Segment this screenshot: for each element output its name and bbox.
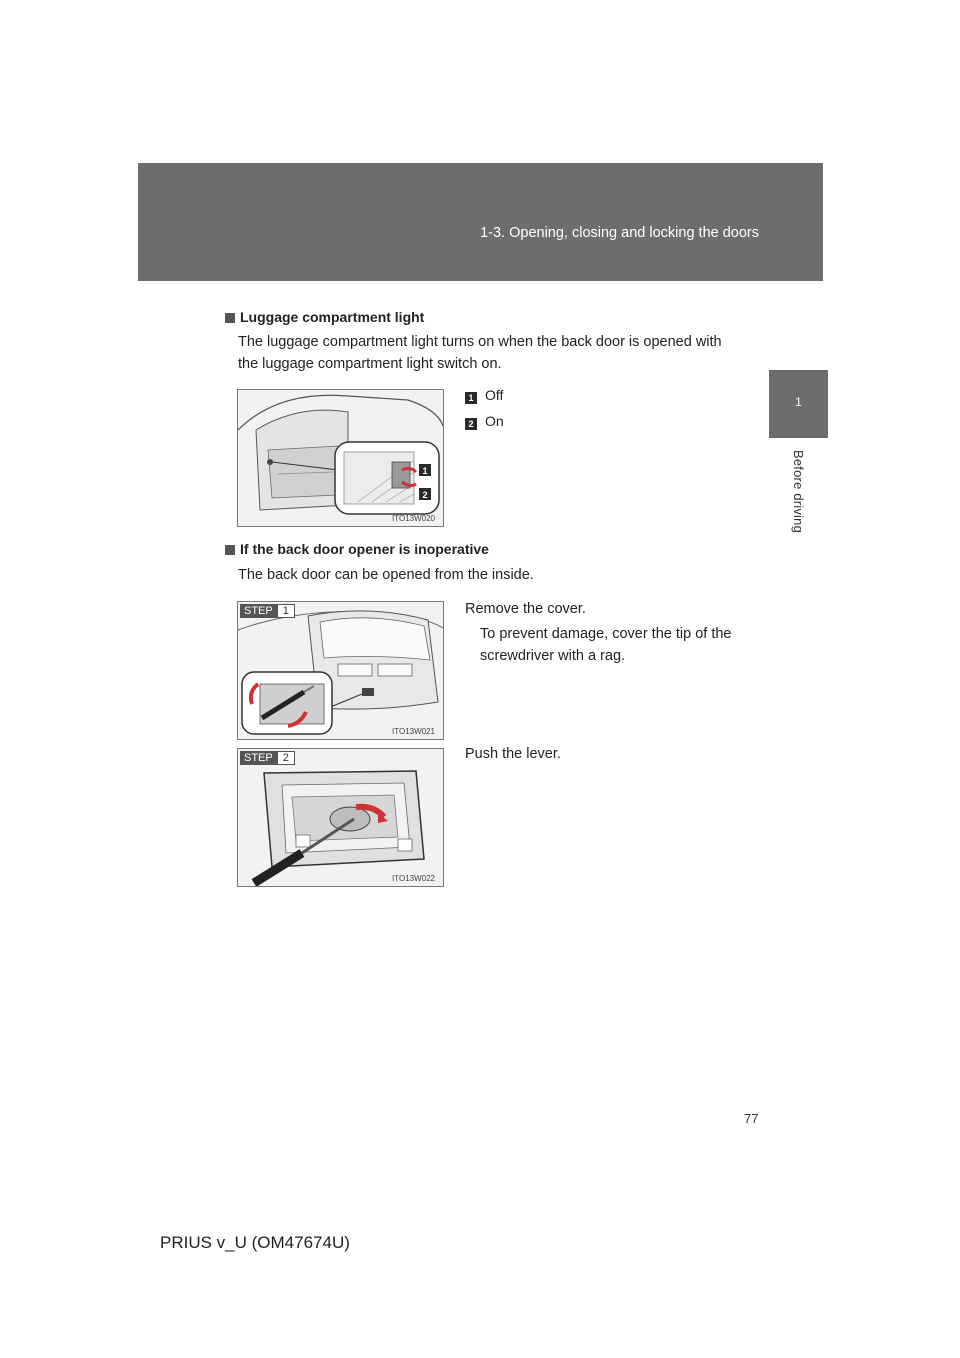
step1-instruction: Remove the cover. <box>465 601 586 617</box>
step1-tag-number: 1 <box>277 604 295 618</box>
step1-note <box>480 623 731 667</box>
header-section-title: 1-3. Opening, closing and locking the doors <box>480 225 759 241</box>
step1-illustration <box>237 601 444 740</box>
step2-instruction: Push the lever. <box>465 746 561 762</box>
step2-tag-number: 2 <box>277 751 295 765</box>
step1-note-line1: To prevent damage, cover the tip of the <box>480 626 732 642</box>
step1-tag <box>240 604 295 618</box>
page-header <box>138 163 823 281</box>
legend-item-on <box>465 413 504 430</box>
svg-text:2: 2 <box>422 490 428 500</box>
luggage-light-illustration <box>237 389 444 527</box>
legend-badge-1: 1 <box>465 392 477 404</box>
svg-text:1: 1 <box>422 466 428 476</box>
model-code: PRIUS v_U (OM47674U) <box>160 1233 350 1252</box>
chapter-tab <box>769 370 828 438</box>
step1-drawing <box>238 602 443 739</box>
legend-item-off <box>465 387 503 404</box>
legend-label-on: On <box>485 413 504 429</box>
step1-note-line2: screwdriver with a rag. <box>480 648 626 664</box>
bullet-square-icon <box>225 545 235 555</box>
step1-tag-label: STEP <box>240 604 277 618</box>
opener-title-text: If the back door opener is inoperative <box>240 541 489 557</box>
step2-tag <box>240 751 295 765</box>
luggage-description <box>238 331 722 375</box>
opener-description: The back door can be opened from the inside. <box>238 567 534 583</box>
luggage-description-line1: The luggage compartment light turns on when the back door is opened with <box>238 334 722 350</box>
figure-code: ITO13W022 <box>392 874 435 883</box>
luggage-title-text: Luggage compartment light <box>240 309 425 325</box>
chapter-label: Before driving <box>791 450 806 534</box>
luggage-section-title <box>225 309 424 325</box>
step2-tag-label: STEP <box>240 751 277 765</box>
step2-drawing <box>238 749 443 886</box>
legend-label-off: Off <box>485 387 504 403</box>
step2-illustration <box>237 748 444 887</box>
bullet-square-icon <box>225 313 235 323</box>
figure-code: ITO13W021 <box>392 727 435 736</box>
legend-badge-2: 2 <box>465 418 477 430</box>
page-number: 77 <box>744 1111 759 1126</box>
opener-section-title <box>225 541 489 557</box>
luggage-description-line2: the luggage compartment light switch on. <box>238 356 502 372</box>
luggage-light-drawing <box>238 390 443 526</box>
chapter-number: 1 <box>795 395 802 409</box>
figure-code: ITO13W020 <box>392 514 435 523</box>
